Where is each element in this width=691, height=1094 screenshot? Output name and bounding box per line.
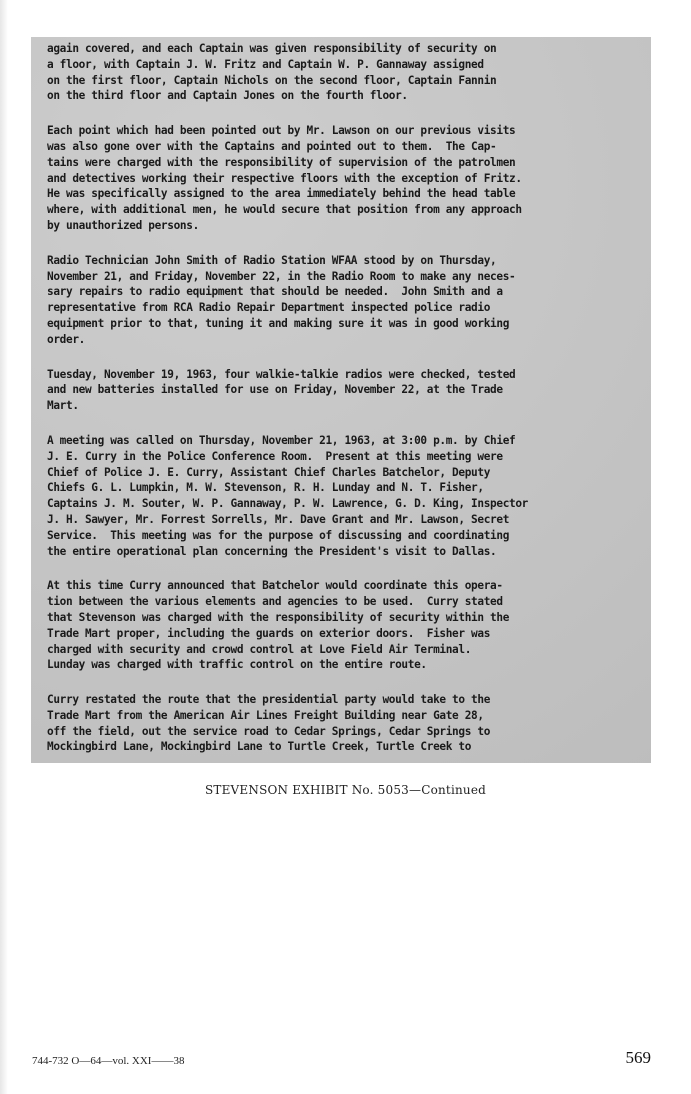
- paragraph-route: Curry restated the route that the presidential party would take to the Trade Mart from the American Air Lines Freight Building near Gate 28, off the field, out the service road to Cedar Springs, Cedar Springs to Mockingbird Lane, Mockingbird Lane to Turtle Creek, Turtle Creek to: [47, 693, 491, 754]
- page-number: 569: [625, 1048, 651, 1067]
- paragraph-walkie-talkies: Tuesday, November 19, 1963, four walkie-talkie radios were checked, tested and new batteries installed for use on Friday, November 22, at the Trade Mart.: [47, 367, 516, 413]
- typed-page-photo: [31, 37, 651, 763]
- paragraph-assignments: At this time Curry announced that Batchelor would coordinate this opera- tion between the various elements and agencies to be used. Curry stated that Stevenson was charged with the responsibility of security within the Trade Mart proper, including the guards on exterior doors. Fisher was charged with security and crowd control at Love Field Air Terminal. Lunday was charged with traffic control on the entire route.: [47, 579, 510, 672]
- scan-edge: [0, 0, 8, 1094]
- print-code: 744-732 O—64—vol. XXI——38: [32, 1055, 185, 1067]
- paragraph-radio-technician: Radio Technician John Smith of Radio Station WFAA stood by on Thursday, November 21, and Friday, November 22, in the Radio Room to make any neces- sary repairs to radio equipment that should be needed. John Smith and a representative from RCA Radio Repair Department inspected police radio equipment prior to that, tuning it and making sure it was in good working order.: [47, 253, 516, 346]
- paragraph-security-floors: again covered, and each Captain was given responsibility of security on a floor, with Captain J. W. Fritz and Captain W. P. Gannaway assigned on the first floor, Captain Nichols on the second floor, Captain Fannin on the third floor and Captain Jones on the fourth floor.: [47, 42, 497, 103]
- paragraph-captains-supervision: Each point which had been pointed out by Mr. Lawson on our previous visits was also gone over with the Captains and pointed out to them. The Cap- tains were charged with the responsibility of supervision of the patrolmen and detectives working their respective floors with the exception of Fritz. He was specifically assigned to the area immediately behind the head table where, with additional men, he would secure that position from any approach by unauthorized persons.: [47, 124, 522, 232]
- paragraph-meeting: A meeting was called on Thursday, November 21, 1963, at 3:00 p.m. by Chief J. E. Curry in the Police Conference Room. Present at this meeting were Chief of Police J. E. Curry, Assistant Chief Charles Batchelor, Deputy Chiefs G. L. Lumpkin, M. W. Stevenson, R. H. Lunday and N. T. Fisher, Captains J. M. Souter, W. P. Gannaway, P. W. Lawrence, G. D. King, Inspector J. H. Sawyer, Mr. Forrest Sorrells, Mr. Dave Grant and Mr. Lawson, Secret Service. This meeting was for the purpose of discussing and coordinating the entire operational plan concerning the President's visit to Dallas.: [47, 433, 529, 558]
- exhibit-caption: STEVENSON EXHIBIT No. 5053—Continued: [204, 783, 487, 797]
